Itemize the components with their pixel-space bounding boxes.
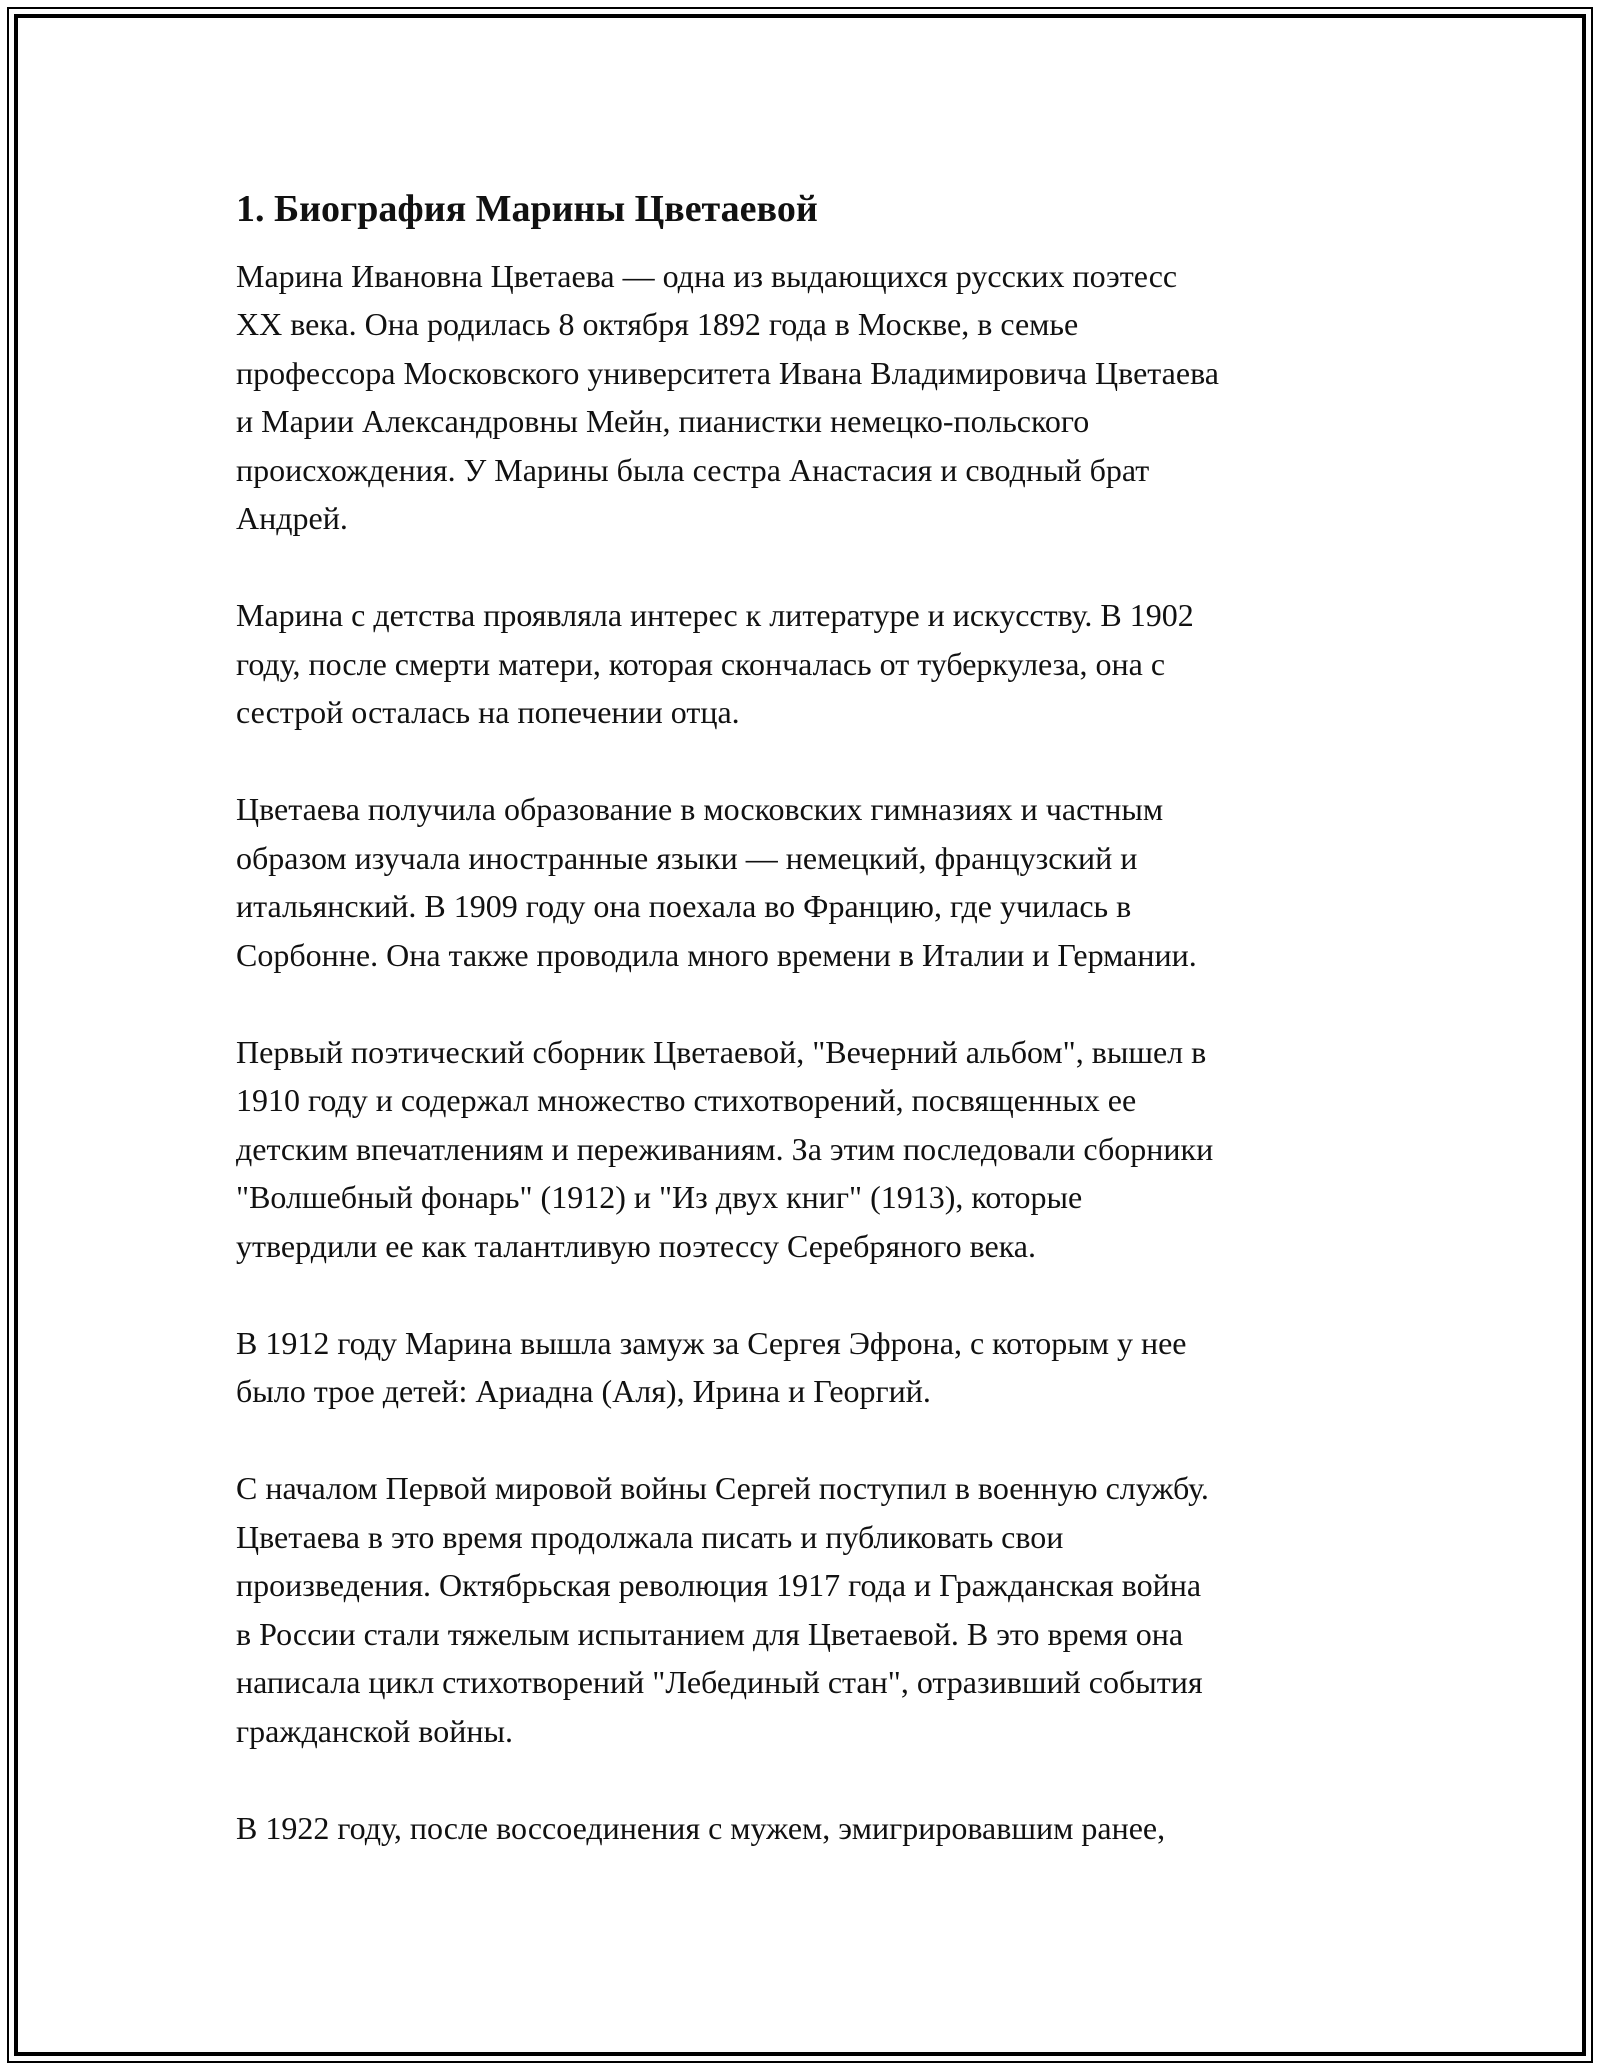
text-line: итальянский. В 1909 году она поехала во Францию, где училась в — [236, 888, 1132, 924]
text-line: написала цикл стихотворений "Лебединый стан", отразивший события — [236, 1664, 1203, 1700]
text-line: В 1912 году Марина вышла замуж за Сергея Эфрона, с которым у нее — [236, 1324, 1187, 1361]
text-line: образом изучала иностранные языки — немецкий, французский и — [236, 839, 1138, 876]
document-body — [236, 186, 1376, 1901]
text-line: утвердили ее как талантливую поэтессу Серебряного века. — [236, 1227, 1036, 1264]
paragraph — [236, 1319, 1376, 1416]
text-line: XX века. Она родилась 8 октября 1892 года в Москве, в семье — [236, 306, 1079, 342]
text-line: "Волшебный фонарь" (1912) и "Из двух книг" (1913), которые — [236, 1179, 1083, 1215]
text-line: и Марии Александровны Мейн, пианистки немецко-польского — [236, 403, 1090, 439]
text-line: году, после смерти матери, которая скончалась от туберкулеза, она с — [236, 645, 1166, 682]
text-line: сестрой осталась на попечении отца. — [236, 694, 740, 730]
text-line: было трое детей: Ариадна (Аля), Ирина и Георгий. — [236, 1373, 931, 1409]
text-line: Первый поэтический сборник Цветаевой, "Вечерний альбом", вышел в — [236, 1033, 1207, 1070]
text-line: Цветаева получила образование в московских гимназиях и частным — [236, 791, 1164, 827]
text-line: 1910 году и содержал множество стихотворений, посвященных ее — [236, 1082, 1137, 1118]
text-line: В 1922 году, после воссоединения с мужем, эмигрировавшим ранее, — [236, 1809, 1166, 1846]
text-line: в России стали тяжелым испытанием для Цветаевой. В это время она — [236, 1615, 1184, 1652]
text-line: гражданской войны. — [236, 1712, 513, 1749]
paragraph — [236, 1028, 1376, 1271]
paragraph — [236, 591, 1376, 737]
text-line: происхождения. У Марины была сестра Анастасия и сводный брат — [236, 451, 1150, 488]
paragraph — [236, 785, 1376, 979]
paragraph-list — [236, 252, 1376, 1853]
text-line: Марина Ивановна Цветаева — одна из выдающихся русских поэтесс — [236, 257, 1178, 294]
text-line: С началом Первой мировой войны Сергей поступил в военную службу. — [236, 1470, 1209, 1506]
section-heading: 1. Биография Марины Цветаевой — [236, 188, 818, 230]
text-line: детским впечатлениям и переживаниям. За этим последовали сборники — [236, 1130, 1214, 1167]
paragraph — [236, 252, 1376, 543]
text-line: Андрей. — [236, 500, 348, 536]
text-line: профессора Московского университета Ивана Владимировича Цветаева — [236, 354, 1219, 391]
text-line: Цветаева в это время продолжала писать и публиковать свои — [236, 1518, 1064, 1555]
paragraph — [236, 1804, 1376, 1853]
text-line: Марина с детства проявляла интерес к литературе и искусству. В 1902 — [236, 597, 1194, 633]
text-line: произведения. Октябрьская революция 1917 года и Гражданская война — [236, 1567, 1202, 1603]
text-line: Сорбонне. Она также проводила много времени в Италии и Германии. — [236, 936, 1197, 973]
paragraph — [236, 1464, 1376, 1755]
